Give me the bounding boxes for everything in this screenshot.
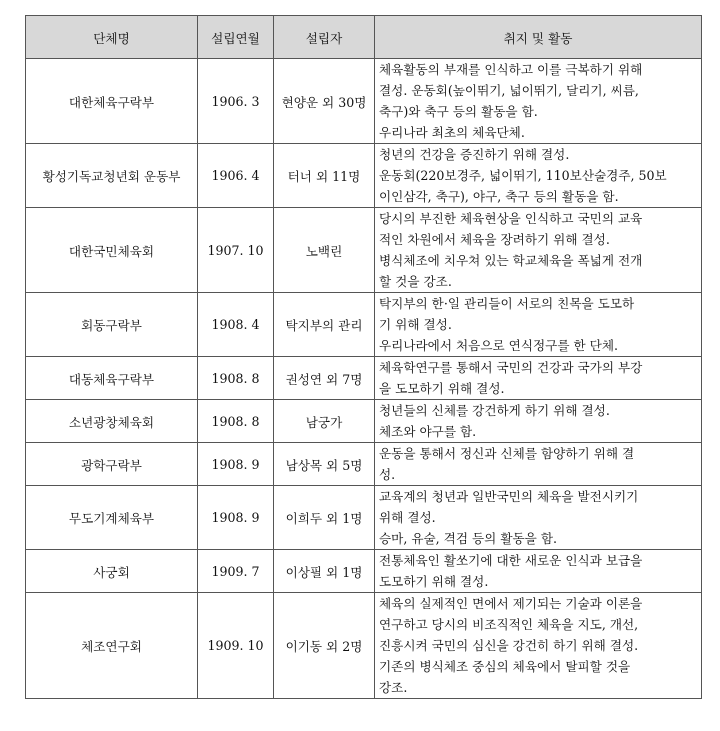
founding-date-cell: 1906. 4 — [198, 144, 274, 208]
purpose-line: 연구하고 당시의 비조직적인 체육을 지도, 개선, — [379, 617, 639, 632]
table-row — [26, 550, 702, 593]
purpose-line: 체육활동의 부재를 인식하고 이를 극복하기 위해 — [379, 62, 643, 77]
purpose-cell — [375, 357, 702, 400]
table-row — [26, 208, 702, 293]
table-header-row — [26, 16, 702, 59]
table-row — [26, 357, 702, 400]
organization-name-cell: 소년광창체육회 — [26, 400, 198, 443]
table-row — [26, 486, 702, 550]
founder-cell: 권성연 외 7명 — [274, 357, 375, 400]
purpose-line: 기존의 병식체조 중심의 체육에서 탈피할 것을 — [379, 659, 631, 674]
purpose-line: 청년의 건강을 증진하기 위해 결성. — [379, 147, 570, 162]
organization-name-cell: 회동구락부 — [26, 293, 198, 357]
founder-cell: 남궁가 — [274, 400, 375, 443]
table-body — [26, 59, 702, 699]
purpose-line: 전통체육인 활쏘기에 대한 새로운 인식과 보급을 — [379, 553, 643, 568]
purpose-cell — [375, 59, 702, 144]
table-row — [26, 400, 702, 443]
founding-date-cell: 1909. 7 — [198, 550, 274, 593]
founder-cell: 노백린 — [274, 208, 375, 293]
purpose-line: 우리나라 최초의 체육단체. — [379, 125, 525, 140]
table-row — [26, 293, 702, 357]
organization-name-cell: 대동체육구락부 — [26, 357, 198, 400]
column-header-name: 단체명 — [26, 16, 198, 59]
column-header-date: 설립연월 — [198, 16, 274, 59]
purpose-cell — [375, 208, 702, 293]
founding-date-cell: 1908. 4 — [198, 293, 274, 357]
purpose-line: 강조. — [379, 680, 408, 695]
purpose-cell — [375, 144, 702, 208]
purpose-line: 탁지부의 한·일 관리들이 서로의 친목을 도모하 — [379, 296, 635, 311]
purpose-cell — [375, 593, 702, 699]
organization-name-cell: 황성기독교청년회 운동부 — [26, 144, 198, 208]
purpose-line: 체육학연구를 통해서 국민의 건강과 국가의 부강 — [379, 360, 643, 375]
column-header-founder: 설립자 — [274, 16, 375, 59]
purpose-line: 운동회(220보경주, 넓이뛰기, 110보산술경주, 50보 — [379, 168, 667, 183]
purpose-line: 이인삼각, 축구), 야구, 축구 등의 활동을 함. — [379, 189, 619, 204]
purpose-line: 성. — [379, 467, 396, 482]
purpose-line: 위해 결성. — [379, 510, 436, 525]
founding-date-cell: 1908. 8 — [198, 400, 274, 443]
founding-date-cell: 1908. 9 — [198, 443, 274, 486]
purpose-cell — [375, 400, 702, 443]
founder-cell: 이상필 외 1명 — [274, 550, 375, 593]
sports-organizations-table — [25, 15, 702, 699]
founding-date-cell: 1907. 10 — [198, 208, 274, 293]
table-row — [26, 59, 702, 144]
founder-cell: 이희두 외 1명 — [274, 486, 375, 550]
purpose-line: 할 것을 강조. — [379, 274, 452, 289]
purpose-cell — [375, 293, 702, 357]
purpose-line: 우리나라에서 처음으로 연식정구를 한 단체. — [379, 338, 618, 353]
founder-cell: 이기동 외 2명 — [274, 593, 375, 699]
purpose-line: 을 도모하기 위해 결성. — [379, 381, 505, 396]
organization-name-cell: 무도기계체육부 — [26, 486, 198, 550]
purpose-cell — [375, 486, 702, 550]
organization-name-cell: 체조연구회 — [26, 593, 198, 699]
table-row — [26, 443, 702, 486]
purpose-line: 체육의 실제적인 면에서 제기되는 기술과 이론을 — [379, 596, 643, 611]
purpose-line: 도모하기 위해 결성. — [379, 574, 489, 589]
purpose-line: 당시의 부진한 체육현상을 인식하고 국민의 교육 — [379, 211, 643, 226]
purpose-line: 교육계의 청년과 일반국민의 체육을 발전시키기 — [379, 489, 639, 504]
purpose-line: 적인 차원에서 체육을 장려하기 위해 결성. — [379, 232, 610, 247]
founder-cell: 탁지부의 관리 — [274, 293, 375, 357]
organization-name-cell: 사궁회 — [26, 550, 198, 593]
founder-cell: 남상목 외 5명 — [274, 443, 375, 486]
purpose-line: 운동을 통해서 정신과 신체를 함양하기 위해 결 — [379, 446, 635, 461]
organization-name-cell: 광학구락부 — [26, 443, 198, 486]
table-row — [26, 593, 702, 699]
purpose-line: 결성. 운동회(높이뛰기, 넓이뛰기, 달리기, 씨름, — [379, 83, 639, 98]
organization-name-cell: 대한체육구락부 — [26, 59, 198, 144]
purpose-line: 승마, 유술, 격검 등의 활동을 함. — [379, 531, 558, 546]
column-header-purpose: 취지 및 활동 — [375, 16, 702, 59]
founder-cell: 터너 외 11명 — [274, 144, 375, 208]
organization-name-cell: 대한국민체육회 — [26, 208, 198, 293]
founding-date-cell: 1909. 10 — [198, 593, 274, 699]
purpose-line: 체조와 야구를 함. — [379, 424, 477, 439]
purpose-line: 병식체조에 치우쳐 있는 학교체육을 폭넓게 전개 — [379, 253, 643, 268]
founding-date-cell: 1906. 3 — [198, 59, 274, 144]
purpose-line: 기 위해 결성. — [379, 317, 452, 332]
purpose-line: 진흥시켜 국민의 심신을 강건히 하기 위해 결성. — [379, 638, 639, 653]
founding-date-cell: 1908. 9 — [198, 486, 274, 550]
founding-date-cell: 1908. 8 — [198, 357, 274, 400]
purpose-line: 축구)와 축구 등의 활동을 함. — [379, 104, 538, 119]
purpose-line: 청년들의 신체를 강건하게 하기 위해 결성. — [379, 403, 610, 418]
purpose-cell — [375, 443, 702, 486]
purpose-cell — [375, 550, 702, 593]
table-row — [26, 144, 702, 208]
founder-cell: 현양운 외 30명 — [274, 59, 375, 144]
